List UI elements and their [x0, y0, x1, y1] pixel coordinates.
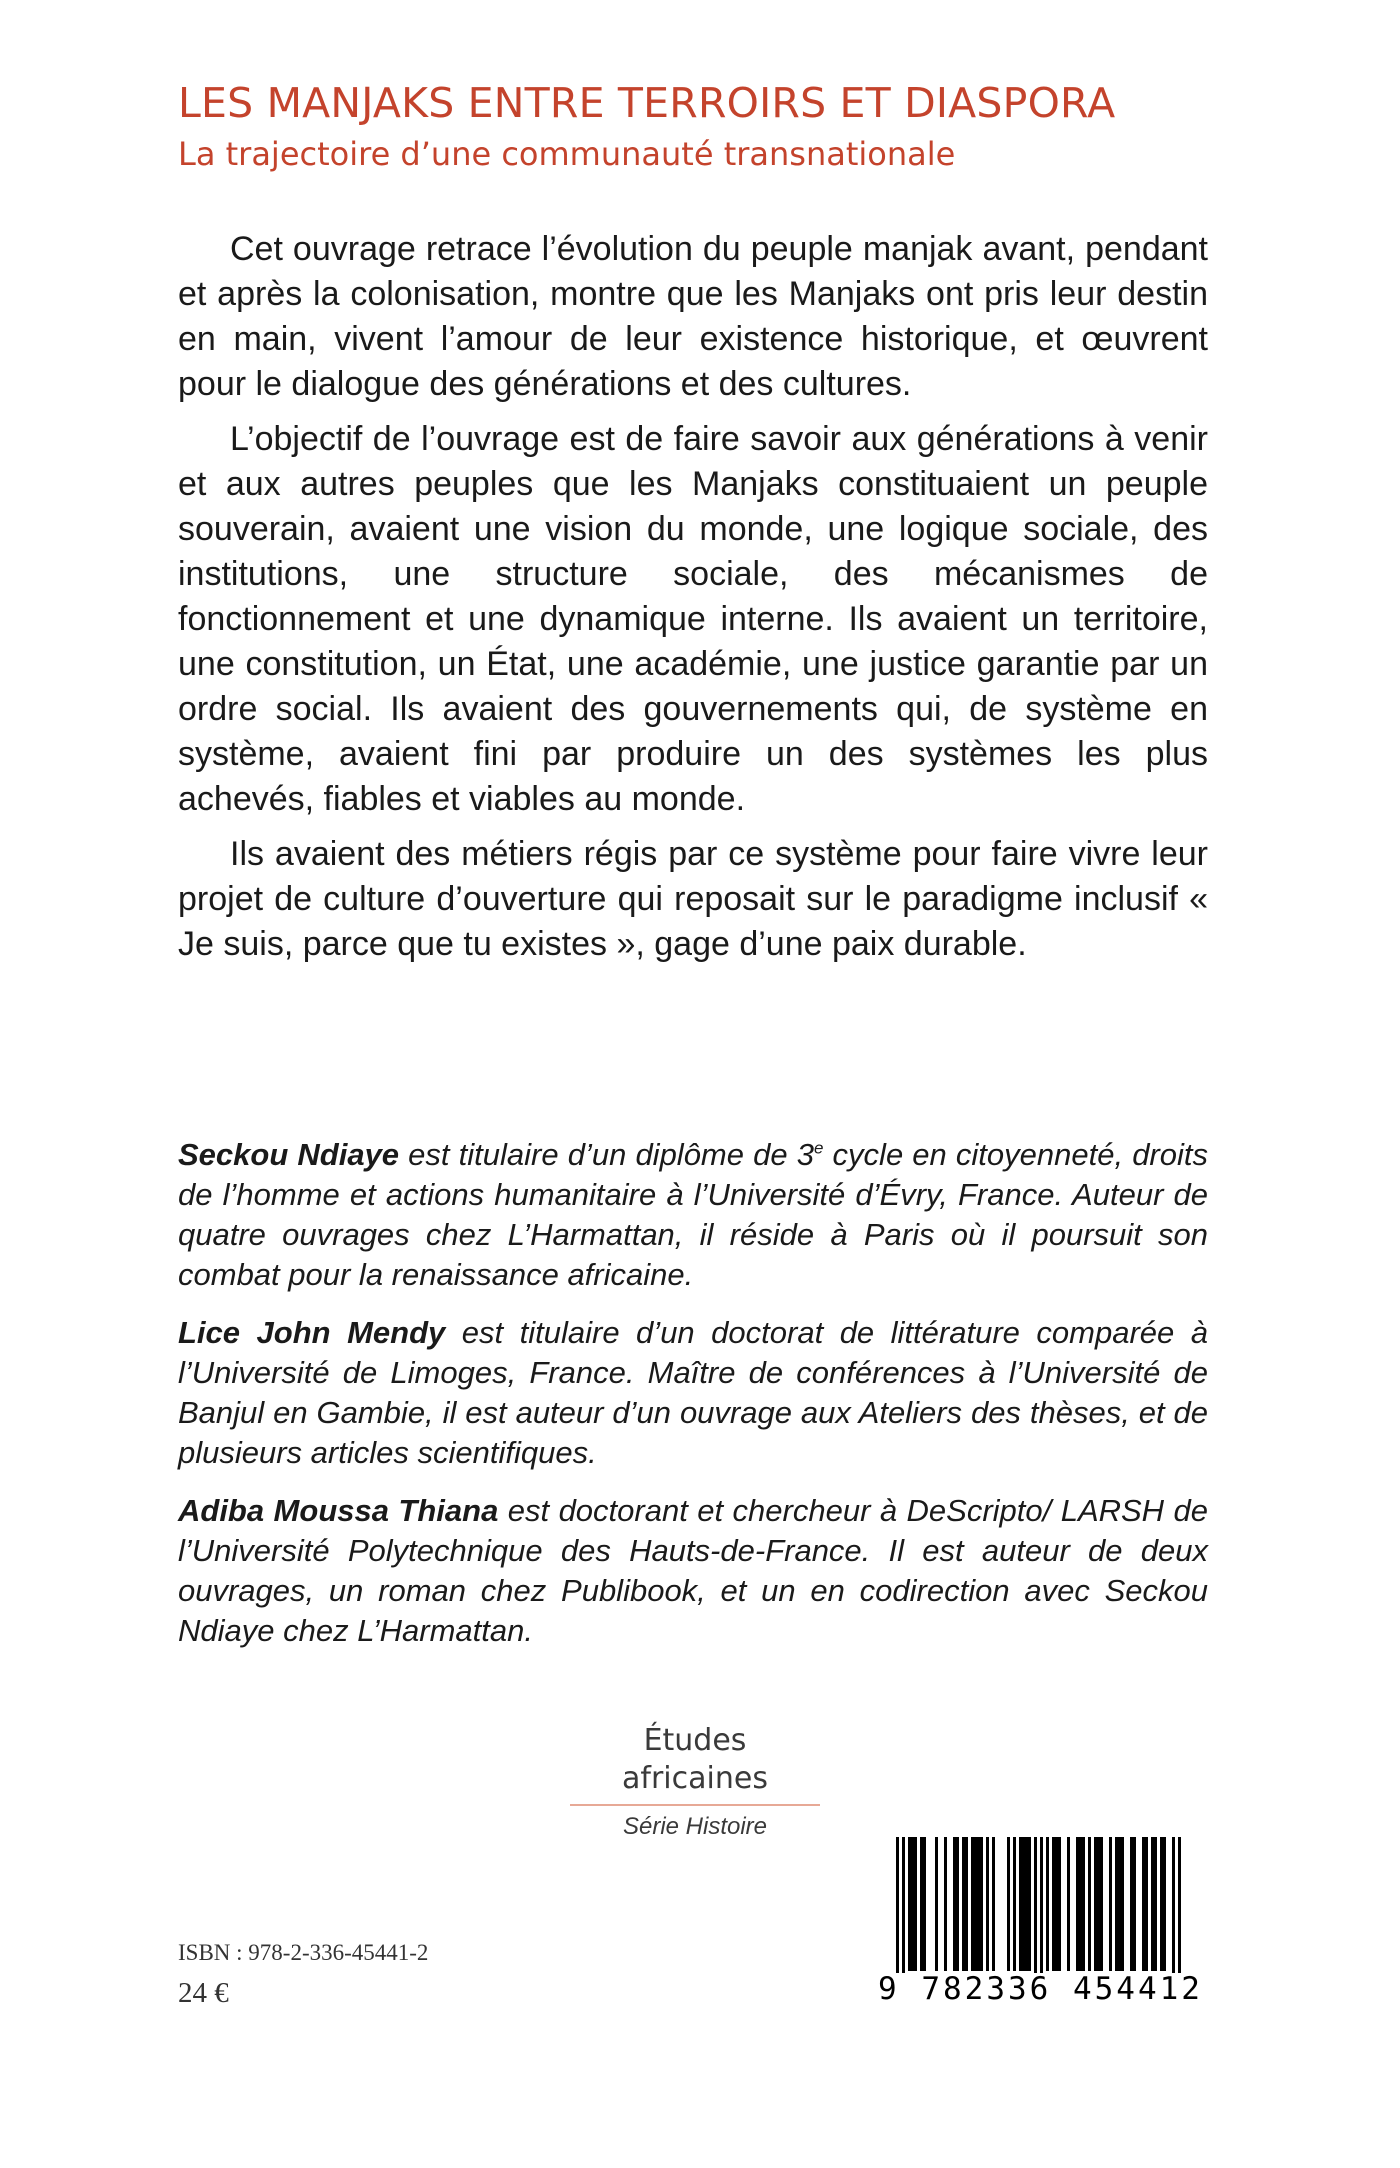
barcode-bar	[1067, 1837, 1070, 1971]
collection-series: Série Histoire	[622, 1813, 768, 1840]
barcode-bar	[944, 1837, 947, 1971]
author-name: Lice John Mendy	[178, 1315, 446, 1350]
summary-paragraph: Ils avaient des métiers régis par ce système pour faire vivre leur projet de culture d’ouverture qui reposait sur le paradigme inclusif « Je suis, parce que tu existes », gage d’une paix durable.	[178, 835, 1208, 963]
barcode-bar	[1040, 1837, 1043, 1987]
barcode-bar	[935, 1837, 938, 1971]
barcode-bar	[971, 1837, 983, 1971]
barcode-bar	[1034, 1837, 1037, 1987]
barcode-bar	[1172, 1837, 1175, 1987]
barcode-bar	[953, 1837, 959, 1971]
author-bio	[178, 1313, 1208, 1473]
author-bio-text: cycle en citoyenneté, droits de l’homme et actions humanitaire à l’Université d’Évry, France. Auteur de quatre ouvrages chez L’Harmattan, il réside à Paris où il poursuit son combat pour la renaissance africaine.	[178, 1137, 1209, 1292]
barcode-bar	[902, 1837, 905, 1987]
barcode-bar	[1151, 1837, 1157, 1971]
barcode-bar	[1115, 1837, 1124, 1971]
barcode-bar	[1007, 1837, 1010, 1971]
price-text: 24 €	[178, 1977, 229, 2009]
barcode-bar	[962, 1837, 968, 1971]
author-bios	[178, 1135, 1208, 1669]
summary-paragraph: Cet ouvrage retrace l’évolution du peuple manjak avant, pendant et après la colonisation, montre que les Manjaks ont pris leur destin en main, vivent l’amour de leur existence historique, et œuvrent pour le dialogue des générations et des cultures.	[178, 230, 1208, 403]
summary-text	[178, 227, 1208, 977]
barcode-bar	[920, 1837, 926, 1971]
barcode-bar	[986, 1837, 989, 1971]
summary-paragraph: L’objectif de l’ouvrage est de faire savoir aux générations à venir et aux autres peuples que les Manjaks constituaient un peuple souverain, avaient une vision du monde, une logique sociale, des institutions, une structure sociale, des mécanismes de fonctionnement et une dynamique interne. Ils avaient un territoire, une constitution, un État, une académie, une justice garantie par un ordre social. Ils avaient des gouvernements qui, de système en système, avaient fini par produire un des systèmes les plus achevés, fiables et viables au monde.	[178, 420, 1208, 818]
collection-block	[570, 1722, 820, 1843]
barcode-bar	[1160, 1837, 1166, 1971]
barcode-bar	[908, 1837, 917, 1971]
isbn-text: ISBN : 978-2-336-45441-2	[178, 1940, 429, 1965]
author-bio	[178, 1491, 1208, 1651]
superscript: e	[813, 1138, 824, 1158]
author-bio-text: est titulaire d’un diplôme de 3	[399, 1137, 814, 1172]
barcode-bar	[1094, 1837, 1103, 1971]
barcode-bar	[1052, 1837, 1061, 1971]
author-name: Adiba Moussa Thiana	[178, 1493, 499, 1528]
barcode-digits: 9 782336 454412	[878, 1971, 1203, 2007]
barcode-bar	[1088, 1837, 1091, 1971]
barcode-bar	[1142, 1837, 1148, 1971]
barcode-bar	[1130, 1837, 1136, 1971]
barcode-bar	[992, 1837, 995, 1971]
barcode-bar	[1076, 1837, 1085, 1971]
barcode-bar	[1013, 1837, 1016, 1971]
barcode-bar	[1019, 1837, 1031, 1971]
author-name: Seckou Ndiaye	[178, 1137, 400, 1172]
book-title: LES MANJAKS ENTRE TERROIRS ET DIASPORA	[178, 79, 1116, 127]
book-subtitle: La trajectoire d’une communauté transnationale	[178, 135, 956, 173]
barcode-bar	[1109, 1837, 1112, 1971]
author-bio-text: est doctorant et chercheur à DeScripto/ LARSH de l’Université Polytechnique des Hauts-de-France. Il est auteur de deux ouvrages, un roman chez Publibook, et un en codirection avec Seckou Ndiaye chez L’Harmattan.	[178, 1493, 1208, 1648]
barcode-bar	[1046, 1837, 1049, 1971]
barcode-bar	[1178, 1837, 1181, 1987]
author-bio	[178, 1135, 1208, 1295]
collection-divider	[570, 1804, 820, 1806]
author-bio-text: est titulaire d’un doctorat de littérature comparée à l’Université de Limoges, France. Maître de conférences à l’Université de Banjul en Gambie, il est auteur d’un ouvrage aux Ateliers des thèses, et de plusieurs articles scientifiques.	[178, 1315, 1208, 1470]
collection-name: Études africaines	[622, 1723, 768, 1796]
barcode-bar	[896, 1837, 899, 1987]
barcode	[878, 1835, 1203, 2007]
